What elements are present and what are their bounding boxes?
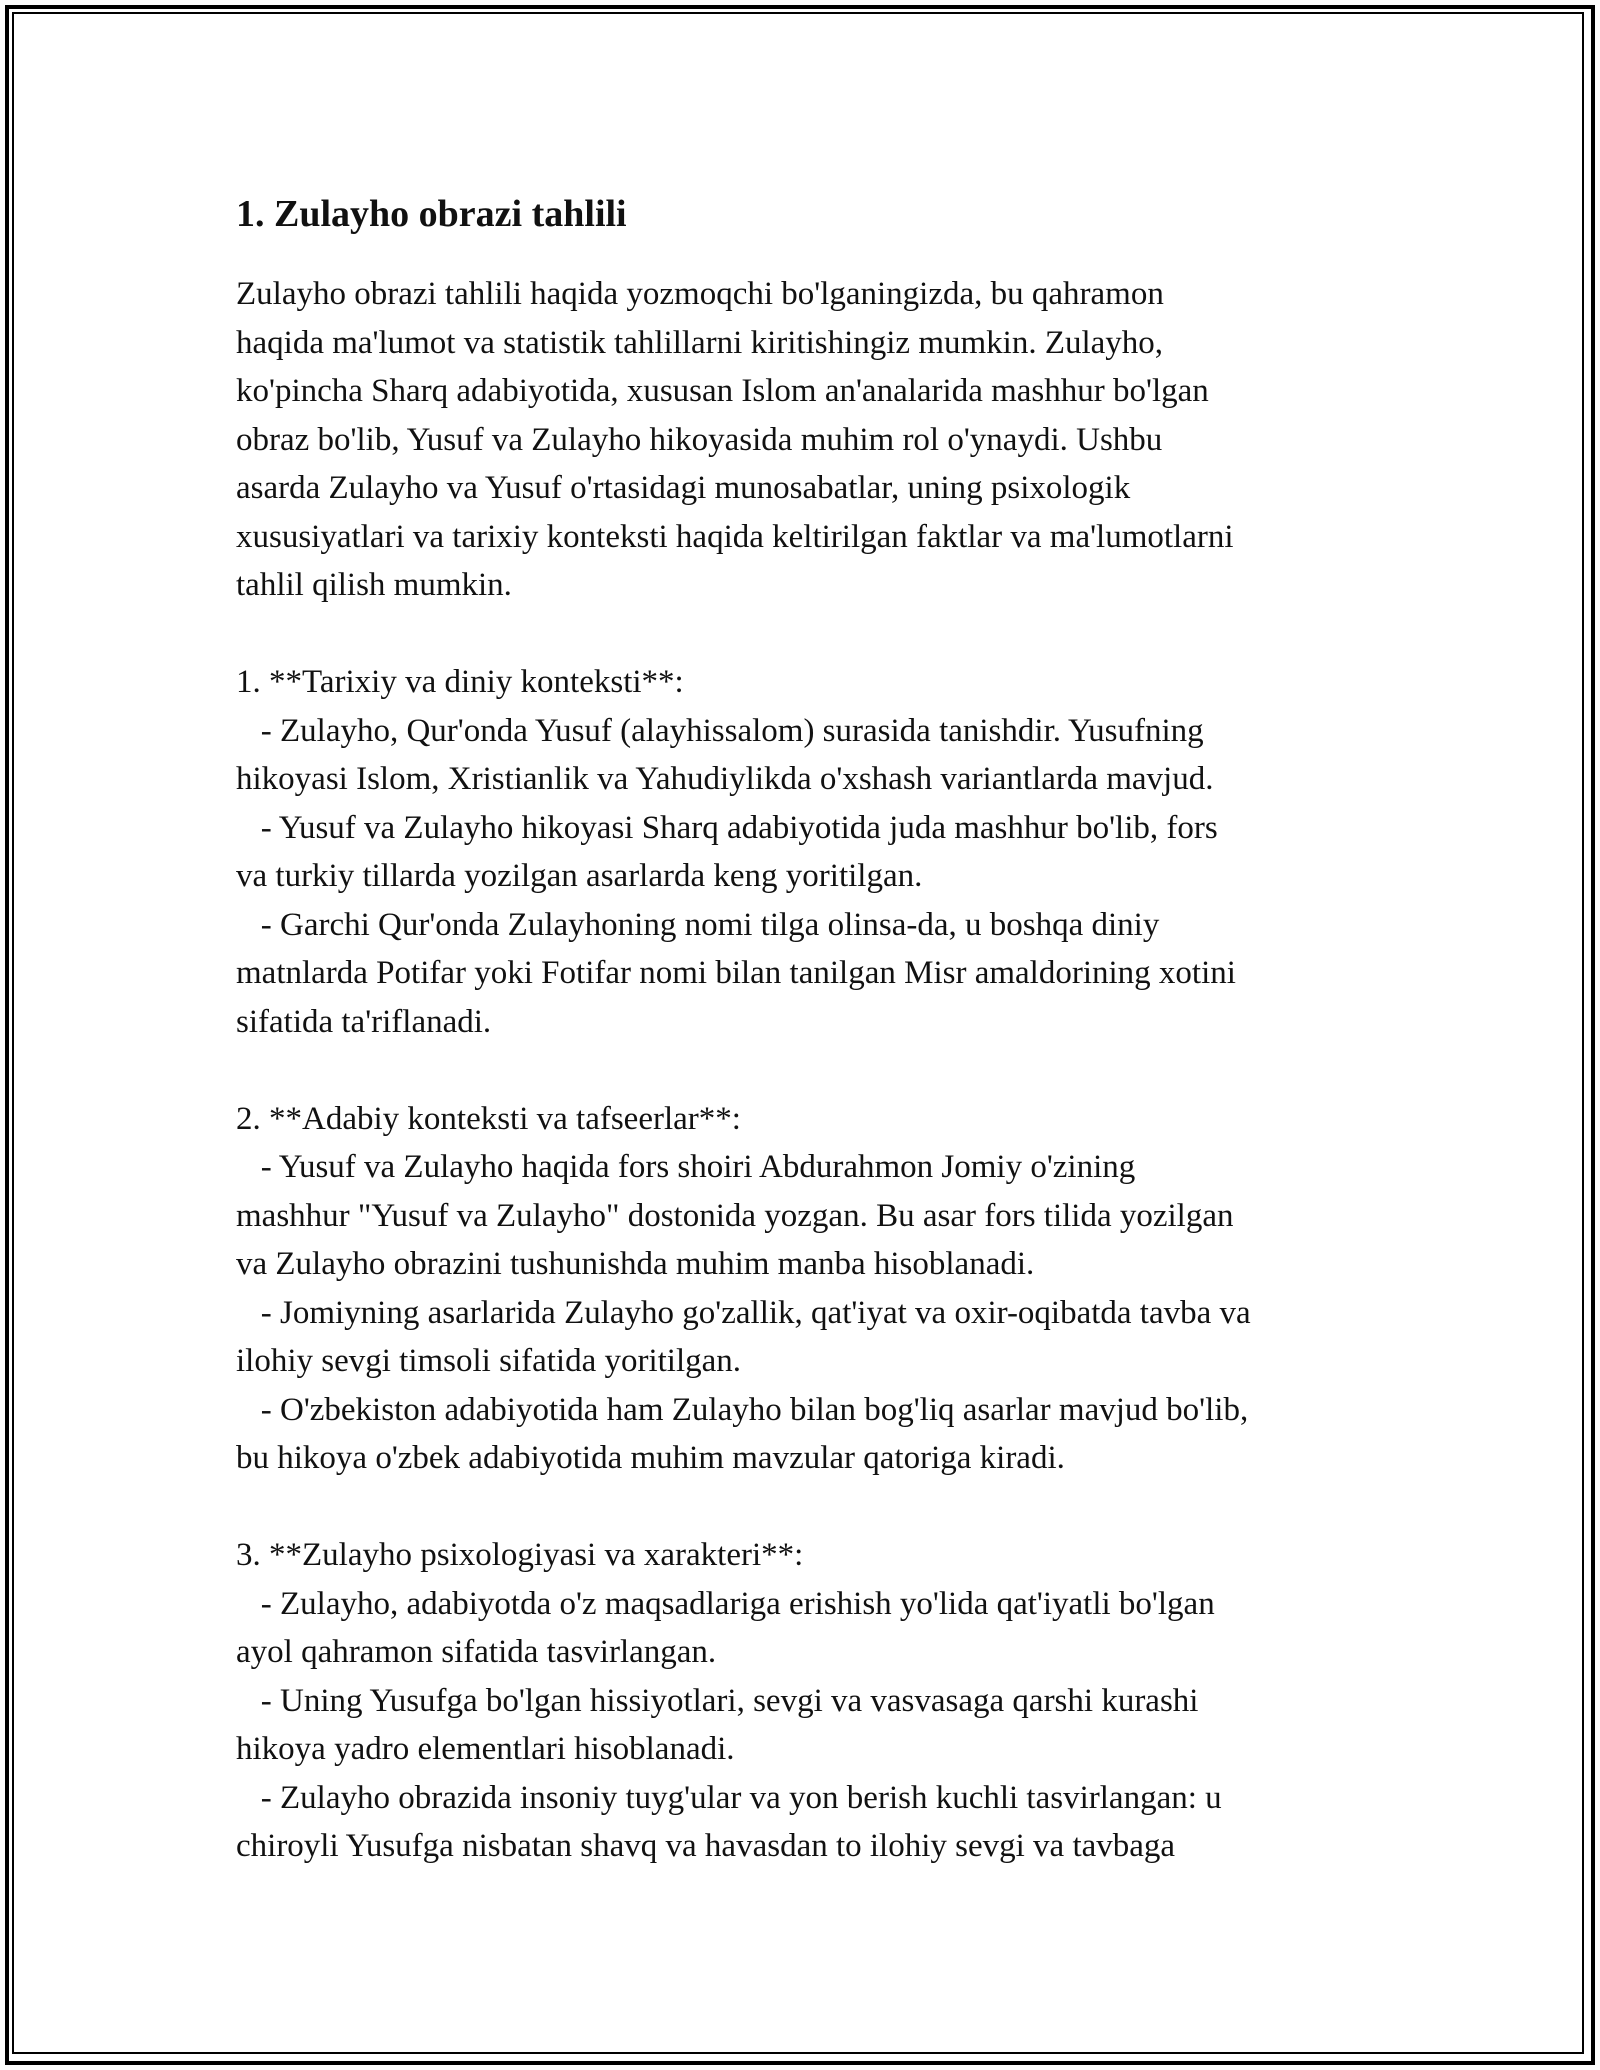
text-line: - O'zbekiston adabiyotida ham Zulayho bilan bog'liq asarlar mavjud bo'lib,	[236, 1391, 1249, 1428]
text-line	[236, 1483, 1376, 1532]
text-line: mashhur "Yusuf va Zulayho" dostonida yozgan. Bu asar fors tilida yozilgan	[236, 1197, 1234, 1234]
text-line: hikoyasi Islom, Xristianlik va Yahudiylikda o'xshash variantlarda mavjud.	[236, 761, 1214, 797]
text-line: - Zulayho, Qur'onda Yusuf (alayhissalom) surasida tanishdir. Yusufning	[236, 712, 1204, 749]
text-line: ilohiy sevgi timsoli sifatida yoritilgan.	[236, 1343, 742, 1379]
text-line: xususiyatlari va tarixiy konteksti haqida keltirilgan faktlar va ma'lumotlarni	[236, 518, 1234, 555]
document-body	[236, 270, 1376, 1871]
text-line: asarda Zulayho va Yusuf o'rtasidagi munosabatlar, uning psixologik	[236, 470, 1131, 506]
text-line: 2. **Adabiy konteksti va tafseerlar**:	[236, 1100, 741, 1137]
text-line: - Zulayho, adabiyotda o'z maqsadlariga erishish yo'lida qat'iyatli bo'lgan	[236, 1585, 1215, 1622]
text-line: 1. **Tarixiy va diniy konteksti**:	[236, 664, 684, 700]
text-line: - Yusuf va Zulayho hikoyasi Sharq adabiyotida juda mashhur bo'lib, fors	[236, 809, 1218, 846]
text-line: va turkiy tillarda yozilgan asarlarda keng yoritilgan.	[236, 858, 923, 894]
text-line: ayol qahramon sifatida tasvirlangan.	[236, 1634, 717, 1670]
text-line: sifatida ta'riflanadi.	[236, 1003, 492, 1040]
text-line	[236, 610, 1376, 659]
section-heading: 1. Zulayho obrazi tahlili	[236, 193, 627, 235]
text-line: ko'pincha Sharq adabiyotida, xususan Islom an'analarida mashhur bo'lgan	[236, 373, 1209, 409]
text-line: Zulayho obrazi tahlili haqida yozmoqchi bo'lganingizda, bu qahramon	[236, 276, 1164, 312]
text-line: 3. **Zulayho psixologiyasi va xarakteri**:	[236, 1537, 804, 1573]
text-line: - Jomiyning asarlarida Zulayho go'zallik, qat'iyat va oxir-oqibatda tavba va	[236, 1294, 1251, 1331]
text-line: - Garchi Qur'onda Zulayhoning nomi tilga olinsa-da, u boshqa diniy	[236, 906, 1160, 943]
text-line: chiroyli Yusufga nisbatan shavq va havasdan to ilohiy sevgi va tavbaga	[236, 1828, 1176, 1864]
text-line: - Zulayho obrazida insoniy tuyg'ular va yon berish kuchli tasvirlangan: u	[236, 1779, 1222, 1816]
text-line: bu hikoya o'zbek adabiyotida muhim mavzular qatoriga kiradi.	[236, 1440, 1065, 1476]
text-line: va Zulayho obrazini tushunishda muhim manba hisoblanadi.	[236, 1246, 1035, 1282]
document-page	[236, 188, 1376, 1871]
text-line: haqida ma'lumot va statistik tahlillarni kiritishingiz mumkin. Zulayho,	[236, 324, 1164, 361]
text-line	[236, 1046, 1376, 1095]
text-line: - Yusuf va Zulayho haqida fors shoiri Abdurahmon Jomiy o'zining	[236, 1149, 1136, 1185]
text-line: hikoya yadro elementlari hisoblanadi.	[236, 1731, 735, 1767]
text-line: tahlil qilish mumkin.	[236, 567, 512, 603]
text-line: - Uning Yusufga bo'lgan hissiyotlari, sevgi va vasvasaga qarshi kurashi	[236, 1682, 1199, 1719]
text-line: obraz bo'lib, Yusuf va Zulayho hikoyasida muhim rol o'ynaydi. Ushbu	[236, 421, 1163, 458]
text-line: matnlarda Potifar yoki Fotifar nomi bilan tanilgan Misr amaldorining xotini	[236, 955, 1236, 991]
